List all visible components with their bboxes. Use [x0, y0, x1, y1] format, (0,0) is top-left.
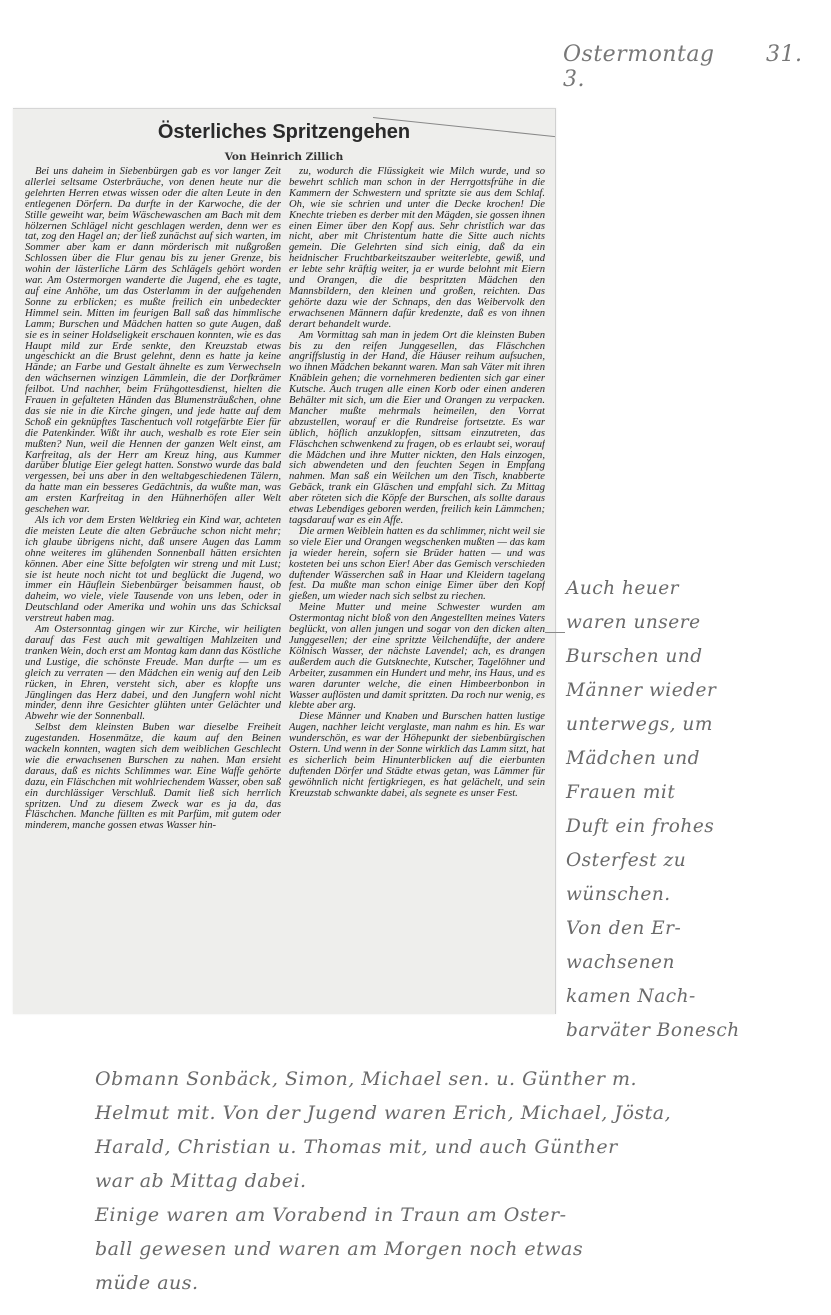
side-note-line: waren unsere — [566, 612, 701, 633]
article-column-right — [289, 167, 545, 1007]
note-date: 31. 3. — [563, 42, 803, 92]
handwritten-date-note — [563, 42, 823, 92]
newspaper-clipping — [13, 108, 556, 1014]
article-paragraph: Diese Männer und Knaben und Burschen hatten lustige Augen, nachher leicht verglaste, man nahm es hin. Es war wunderschön, es war der Höhepunkt der siebenbürgischen Ostern. Und wenn in der Sonne wirklich das Lamm sitzt, hat es sicherlich beim Hinunterblicken auf die eierbunten duftenden Dörfer und Städte etwas getan, was Lämmer für gewöhnlich nicht fertigkriegen, es hat gelächelt, und sein Kreuzstab schwankte dabei, als segnete es unser Fest. — [289, 711, 545, 799]
bottom-note-line: Einige waren am Vorabend in Traun am Oster- — [95, 1204, 567, 1226]
side-note-line: Männer wieder — [566, 680, 717, 701]
handwritten-side-note — [566, 572, 821, 1048]
article-column-left — [25, 167, 281, 1007]
bottom-note-line: war ab Mittag dabei. — [95, 1170, 307, 1192]
article-author: Von Heinrich Zillich — [224, 151, 344, 163]
side-note-line: Frauen mit — [566, 782, 676, 803]
side-note-line: Burschen und — [566, 646, 703, 667]
article-paragraph: Als ich vor dem Ersten Weltkrieg ein Kind war, achteten die meisten Leute die alten Gebräuche schon nicht mehr; ich glaube übrigens nicht, daß unsere Augen das Lamm ohne weiteres im glühenden Sonnenball hätten ersichten können. Aber eine Sitte befolgten wir streng und mit Lust; sie ist heute noch nicht tot und beglückt die Jugend, wo immer ein Häuflein Siebenbürger beisammen haust, ob daheim, wo viele, viele Tausende von uns leben, oder in Deutschland oder Amerika und wohin uns das Schicksal verstreut haben mag. — [25, 515, 281, 625]
article-paragraph: Bei uns daheim in Siebenbürgen gab es vor langer Zeit allerlei seltsame Osterbräuche, von denen heute nur die gelehrten Herren etwas wissen oder die alten Leute in den entlegenen Dörfern. Da durfte in der Karwoche, die der Stille geweiht war, beim Wäschewaschen am Bach mit dem hölzernen Schlägel nicht geschlagen werden, denn wer es tat, zog den Hagel an; der ließ zunächst auf sich warten, im Sommer aber kam er dann mörderisch mit nußgroßen Schlossen über die Flur genau bis zu jener Grenze, bis wohin der lästerliche Lärm des Schlägels gehört worden war. Am Ostermorgen wanderte die Jugend, ehe es tagte, auf eine Anhöhe, um das Osterlamm in der aufgehenden Sonne zu erblicken; es mußte freilich ein unbedeckter Himmel sein. Mitten im feurigen Ball saß das himmlische Lamm; Burschen und Mädchen hatten so gute Augen, daß sie es in seiner Holdseligkeit erschauen konnten, wie es das Haupt mild zur Erde senkte, den Kreuzstab etwas ungeschickt an die Brust gelehnt, denn es hatte ja keine Hände; an Farbe und Gestalt ähnelte es zum Verwechseln den wächsernen winzigen Lämmlein, die der Dorfkrämer feilbot. Und nachher, beim Frühgottesdienst, hielten die Frauen in gefalteten Händen das Blumensträußchen, ohne das sie nie in die Kirche gingen, und jede hatte auf dem Schoß ein geknüpftes Taschentuch voll rotgefärbte Eier für die Patenkinder. Wißt ihr auch, weshalb es rote Eier sein mußten? Nun, weil die Hennen der ganzen Welt einst, am Karfreitag, als der Herr am Kreuz hing, aus Kummer darüber blutige Eier gelegt hatten. Sonstwo wurde das bald vergessen, bei uns aber in den weltabgeschiedenen Tälern, da hatte man ein besseres Gedächtnis, da wußte man, was am ersten Karfreitag in den Hühnerhöfen aller Welt geschehen war. — [25, 167, 281, 516]
side-note-line: wünschen. — [566, 884, 671, 905]
side-note-line: barväter Bonesch — [566, 1020, 740, 1041]
bottom-note-line: müde aus. — [95, 1272, 199, 1294]
side-note-line: Duft ein frohes — [566, 816, 715, 837]
handwritten-bottom-note — [95, 1062, 815, 1300]
bottom-note-line: Helmut mit. Von der Jugend waren Erich, Michael, Jösta, — [95, 1102, 672, 1124]
margin-dash — [545, 632, 565, 633]
side-note-line: unterwegs, um — [566, 714, 713, 735]
side-note-line: Auch heuer — [566, 578, 680, 599]
side-note-line: wachsenen — [566, 952, 675, 973]
side-note-line: Von den Er- — [566, 918, 682, 939]
note-day: Ostermontag — [563, 42, 715, 67]
side-note-line: kamen Nach- — [566, 986, 696, 1007]
side-note-line: Osterfest zu — [566, 850, 687, 871]
bottom-note-line: Obmann Sonbäck, Simon, Michael sen. u. Günther m. — [95, 1068, 638, 1090]
article-paragraph: zu, wodurch die Flüssigkeit wie Milch wurde, und so bewehrt schlich man schon in der Herrgottsfrühe in die Kammern der Schwestern und spritzte sie aus dem Schlaf. Oh, wie sie schrien und unter die Decke krochen! Die Knechte trieben es derber mit den Mägden, sie gossen ihnen einen Eimer über den Kopf aus. Sehr christlich war das nicht, aber mit Christentum hatte die Sitte auch nichts gemein. Die Gelehrten sind sich einig, daß da ein heidnischer Fruchtbarkeitszauber weiterlebte, gewiß, und er lebte sehr kräftig weiter, ja er wurde belohnt mit Eiern und Orangen, die die bespritzten Mädchen den Mannsbildern, den kleinen und großen, reichten. Das gehörte dazu wie der Schnaps, den das Weibervolk den erwachsenen Männern dafür kredenzte, daß es von ihnen derart behandelt wurde. — [289, 167, 545, 330]
article-paragraph: Die armen Weiblein hatten es da schlimmer, nicht weil sie so viele Eier und Orangen wegschenken mußten — das kam ja wieder herein, sofern sie Brüder hatten — und was kosteten bei uns schon Eier! Aber das Gemisch verschieden duftender Wässerchen saß in Haar und Kleidern tagelang fest. Da mußte man schon einige Eimer über den Kopf gießen, um wieder nach sich selbst zu riechen. — [289, 525, 545, 603]
article-paragraph: Am Ostersonntag gingen wir zur Kirche, wir heiligten darauf das Fest auch mit gewaltigen Mahlzeiten und tranken Wein, doch erst am Montag kam dann das Köstliche und Lustige, die schönste Freude. Man durfte — um es gleich zu verraten — den Mädchen ein wenig auf den Leib rücken, in Ehren, versteht sich, aber es klopfte uns Jünglingen das Herz dabei, und den Jungfern wohl nicht minder, denn ihre Gesichter glühten unter Gelächter und Abwehr wie der Sonnenball. — [25, 624, 281, 723]
article-paragraph: Selbst dem kleinsten Buben war dieselbe Freiheit zugestanden. Hosenmätze, die kaum auf den Beinen wackeln konnten, wagten sich dem weiblichen Geschlecht wie die erwachsenen Burschen zu nahen. Man ersieht daraus, daß es nichts Schlimmes war. Eine Waffe gehörte dazu, ein Fläschchen mit wohlriechendem Wasser, oben saß ein durchlässiger Verschluß. Damit ließ sich herrlich spritzen. Und zu diesem Zweck war es ja da, das Fläschchen. Manche füllten es mit Parfüm, mit gutem oder minderem, manche gossen etwas Wasser hin- — [25, 722, 281, 832]
article-paragraph: Am Vormittag sah man in jedem Ort die kleinsten Buben bis zu den reifen Junggesellen, das Fläschchen angriffslustig in der Hand, die Häuser reihum aufsuchen, wo ihnen Mädchen bekannt waren. Man sah Väter mit ihren Knäblein gehen; die vornehmeren bedienten sich gar einer Kutsche. Auch trugen alle einen Korb oder einen anderen Behälter mit sich, um die Eier und Orangen zu verpacken. Mancher mußte mehrmals heimeilen, den Vorrat abzustellen, worauf er die Rundreise fortsetzte. Es war üblich, höflich anzuklopfen, sittsam einzutreten, das Fläschchen schwenkend zu fragen, ob es erlaubt sei, worauf die Mädchen und ihre Mutter nickten, den Hals einzogen, sich abwendeten und den feuchten Segen in Empfang nahmen. Man saß ein Weilchen um den Tisch, knabberte Gebäck, trank ein Gläschen und empfahl sich. Zu Mittag aber röteten sich die Köpfe der Burschen, als sollte daraus etwas Lebendiges geboren werden, freilich kein Lämmchen; tagsdarauf war es ein Affe. — [289, 329, 545, 526]
article-paragraph: Meine Mutter und meine Schwester wurden am Ostermontag nicht bloß von den Angestellten meines Vaters beglückt, von allen jungen und sogar von den dicken alten Junggesellen; der eine spritzte Veilchendüfte, der andere Kölnisch Wasser, der nächste Lavendel; ach, es drangen außerdem auch die Gutsknechte, Kutscher, Tagelöhner und Arbeiter, zusammen ein Hundert und mehr, ins Haus, und es waren darunter welche, die einen Himbeerbonbon in Wasser auflösten und damit spritzten. Da roch nur wenig, es klebte aber arg. — [289, 602, 545, 712]
article-title: Österliches Spritzengehen — [157, 121, 411, 143]
bottom-note-line: ball gewesen und waren am Morgen noch etwas — [95, 1238, 584, 1260]
side-note-line: Mädchen und — [566, 748, 701, 769]
bottom-note-line: Harald, Christian u. Thomas mit, und auch Günther — [95, 1136, 618, 1158]
